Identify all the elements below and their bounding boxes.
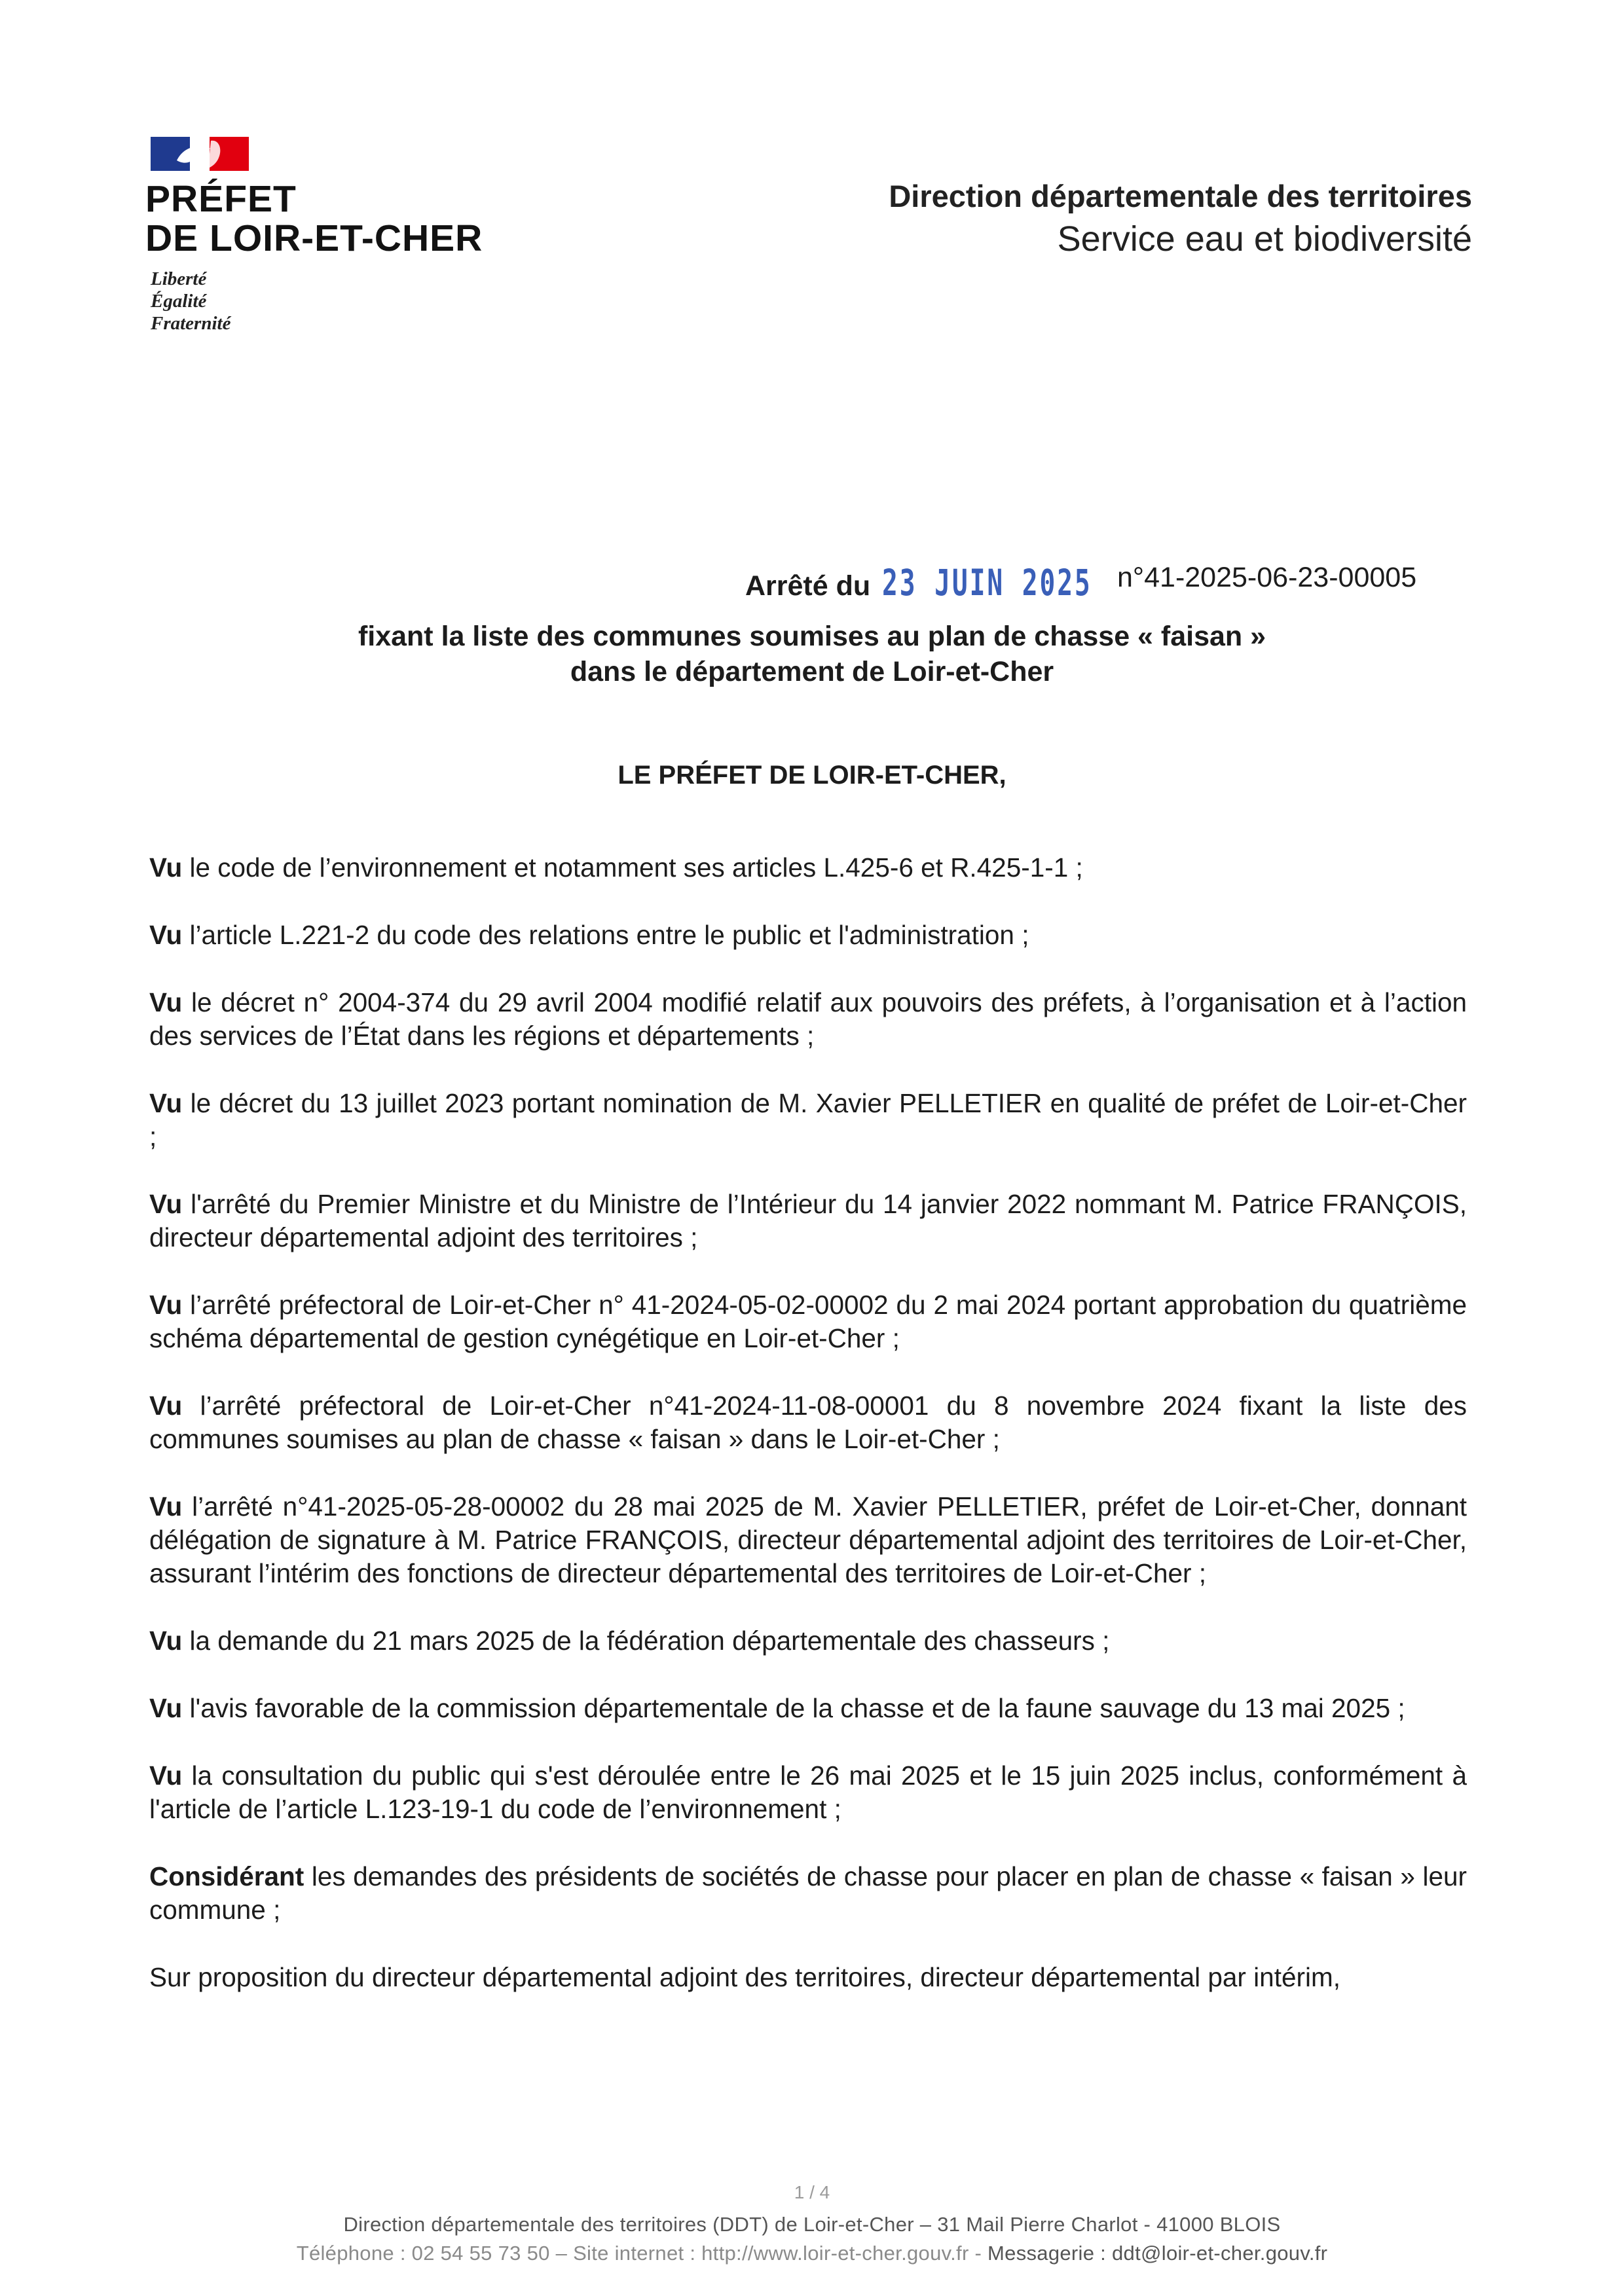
paragraph-keyword: Vu <box>149 1693 183 1723</box>
paragraph-6 <box>149 1288 1467 1355</box>
paragraph-keyword: Vu <box>149 1626 183 1656</box>
page-number: 1 / 4 <box>794 2182 830 2202</box>
subject-line2: dans le département de Loir-et-Cher <box>570 656 1054 687</box>
paragraph-text: l’arrêté préfectoral de Loir-et-Cher n°41-2024-11-08-00001 du 8 novembre 2024 fixant la liste des communes soumises au plan de chasse « faisan » dans le Loir-et-Cher ; <box>149 1391 1467 1454</box>
paragraph-keyword: Considérant <box>149 1861 304 1891</box>
arrete-header <box>745 562 1417 604</box>
paragraph-text: le décret n° 2004-374 du 29 avril 2004 modifié relatif aux pouvoirs des préfets, à l’organisation et à l’action des services de l’État dans les régions et départements ; <box>149 987 1467 1051</box>
paragraph-keyword: Vu <box>149 1491 183 1522</box>
footer-address: Direction départementale des territoires (DDT) de Loir-et-Cher – 31 Mail Pierre Charlot - 41000 BLOIS <box>343 2213 1281 2236</box>
arrete-number: n°41-2025-06-23-00005 <box>1117 562 1417 593</box>
paragraph-11 <box>149 1759 1467 1826</box>
paragraph-1 <box>149 851 1467 884</box>
footer-phone: Téléphone : 02 54 55 73 50 – Site internet : http://www.loir-et-cher.gouv.fr - <box>296 2242 982 2265</box>
paragraph-4 <box>149 1087 1467 1154</box>
paragraph-keyword: Vu <box>149 1760 183 1791</box>
service-subtitle: Service eau et biodiversité <box>1057 219 1472 259</box>
paragraph-text: l’arrêté n°41-2025-05-28-00002 du 28 mai 2025 de M. Xavier PELLETIER, préfet de Loir-et-Cher, donnant délégation de signature à M. Patrice FRANÇOIS, directeur départemental adjoint des territoires de Loir-et-Cher, assurant l’intérim des fonctions de directeur départemental des territoires de Loir-et-Cher ; <box>149 1491 1467 1588</box>
date-stamp: 23 JUIN 2025 <box>882 562 1092 604</box>
direction-title: Direction départementale des territoires <box>889 179 1472 213</box>
paragraph-13 <box>149 1961 1467 1994</box>
paragraph-text: l'arrêté du Premier Ministre et du Ministre de l’Intérieur du 14 janvier 2022 nommant M. Patrice FRANÇOIS, directeur départemental adjoint des territoires ; <box>149 1189 1467 1252</box>
paragraph-text: l’article L.221-2 du code des relations entre le public et l'administration ; <box>182 920 1029 950</box>
authority-heading: LE PRÉFET DE LOIR-ET-CHER, <box>618 761 1006 790</box>
marianne-logo <box>151 134 249 173</box>
paragraph-2 <box>149 919 1467 952</box>
motto-fraternite: Fraternité <box>151 313 231 334</box>
body-content <box>149 851 1467 2028</box>
footer-email: Messagerie : ddt@loir-et-cher.gouv.fr <box>987 2242 1328 2265</box>
paragraph-3 <box>149 986 1467 1053</box>
paragraph-keyword: Vu <box>149 1391 183 1421</box>
paragraph-10 <box>149 1692 1467 1725</box>
paragraph-5 <box>149 1188 1467 1254</box>
paragraph-8 <box>149 1490 1467 1590</box>
motto-liberte: Liberté <box>151 268 207 289</box>
paragraph-text: le décret du 13 juillet 2023 portant nomination de M. Xavier PELLETIER en qualité de préfet de Loir-et-Cher ; <box>149 1088 1467 1152</box>
arrete-label: Arrêté du <box>745 570 871 602</box>
footer-contact <box>0 2242 1624 2265</box>
paragraph-keyword: Vu <box>149 1290 183 1320</box>
paragraph-text: le code de l’environnement et notamment ses articles L.425-6 et R.425-1-1 ; <box>182 852 1083 883</box>
paragraph-keyword: Vu <box>149 920 183 950</box>
subject-line1: fixant la liste des communes soumises au plan de chasse « faisan » <box>358 621 1266 652</box>
paragraph-9 <box>149 1624 1467 1658</box>
paragraph-keyword: Vu <box>149 1189 183 1219</box>
paragraph-7 <box>149 1389 1467 1456</box>
paragraph-text: l'avis favorable de la commission départementale de la chasse et de la faune sauvage du 13 mai 2025 ; <box>182 1693 1405 1723</box>
prefet-title-line1: PRÉFET <box>145 178 297 220</box>
paragraph-text: les demandes des présidents de sociétés de chasse pour placer en plan de chasse « faisan » leur commune ; <box>149 1861 1467 1925</box>
paragraph-text: la demande du 21 mars 2025 de la fédération départementale des chasseurs ; <box>182 1626 1110 1656</box>
paragraph-keyword: Vu <box>149 987 183 1017</box>
paragraph-text: Sur proposition du directeur départemental adjoint des territoires, directeur départemental par intérim, <box>149 1962 1340 1992</box>
paragraph-keyword: Vu <box>149 852 183 883</box>
paragraph-text: la consultation du public qui s'est déroulée entre le 26 mai 2025 et le 15 juin 2025 inclus, conformément à l'article de l’article L.123-19-1 du code de l’environnement ; <box>149 1760 1467 1824</box>
paragraph-12 <box>149 1860 1467 1927</box>
paragraph-text: l’arrêté préfectoral de Loir-et-Cher n° 41-2024-05-02-00002 du 2 mai 2024 portant approbation du quatrième schéma départemental de gestion cynégétique en Loir-et-Cher ; <box>149 1290 1467 1353</box>
prefet-title-line2: DE LOIR-ET-CHER <box>145 217 483 259</box>
motto-egalite: Égalité <box>151 291 207 312</box>
paragraph-keyword: Vu <box>149 1088 183 1118</box>
